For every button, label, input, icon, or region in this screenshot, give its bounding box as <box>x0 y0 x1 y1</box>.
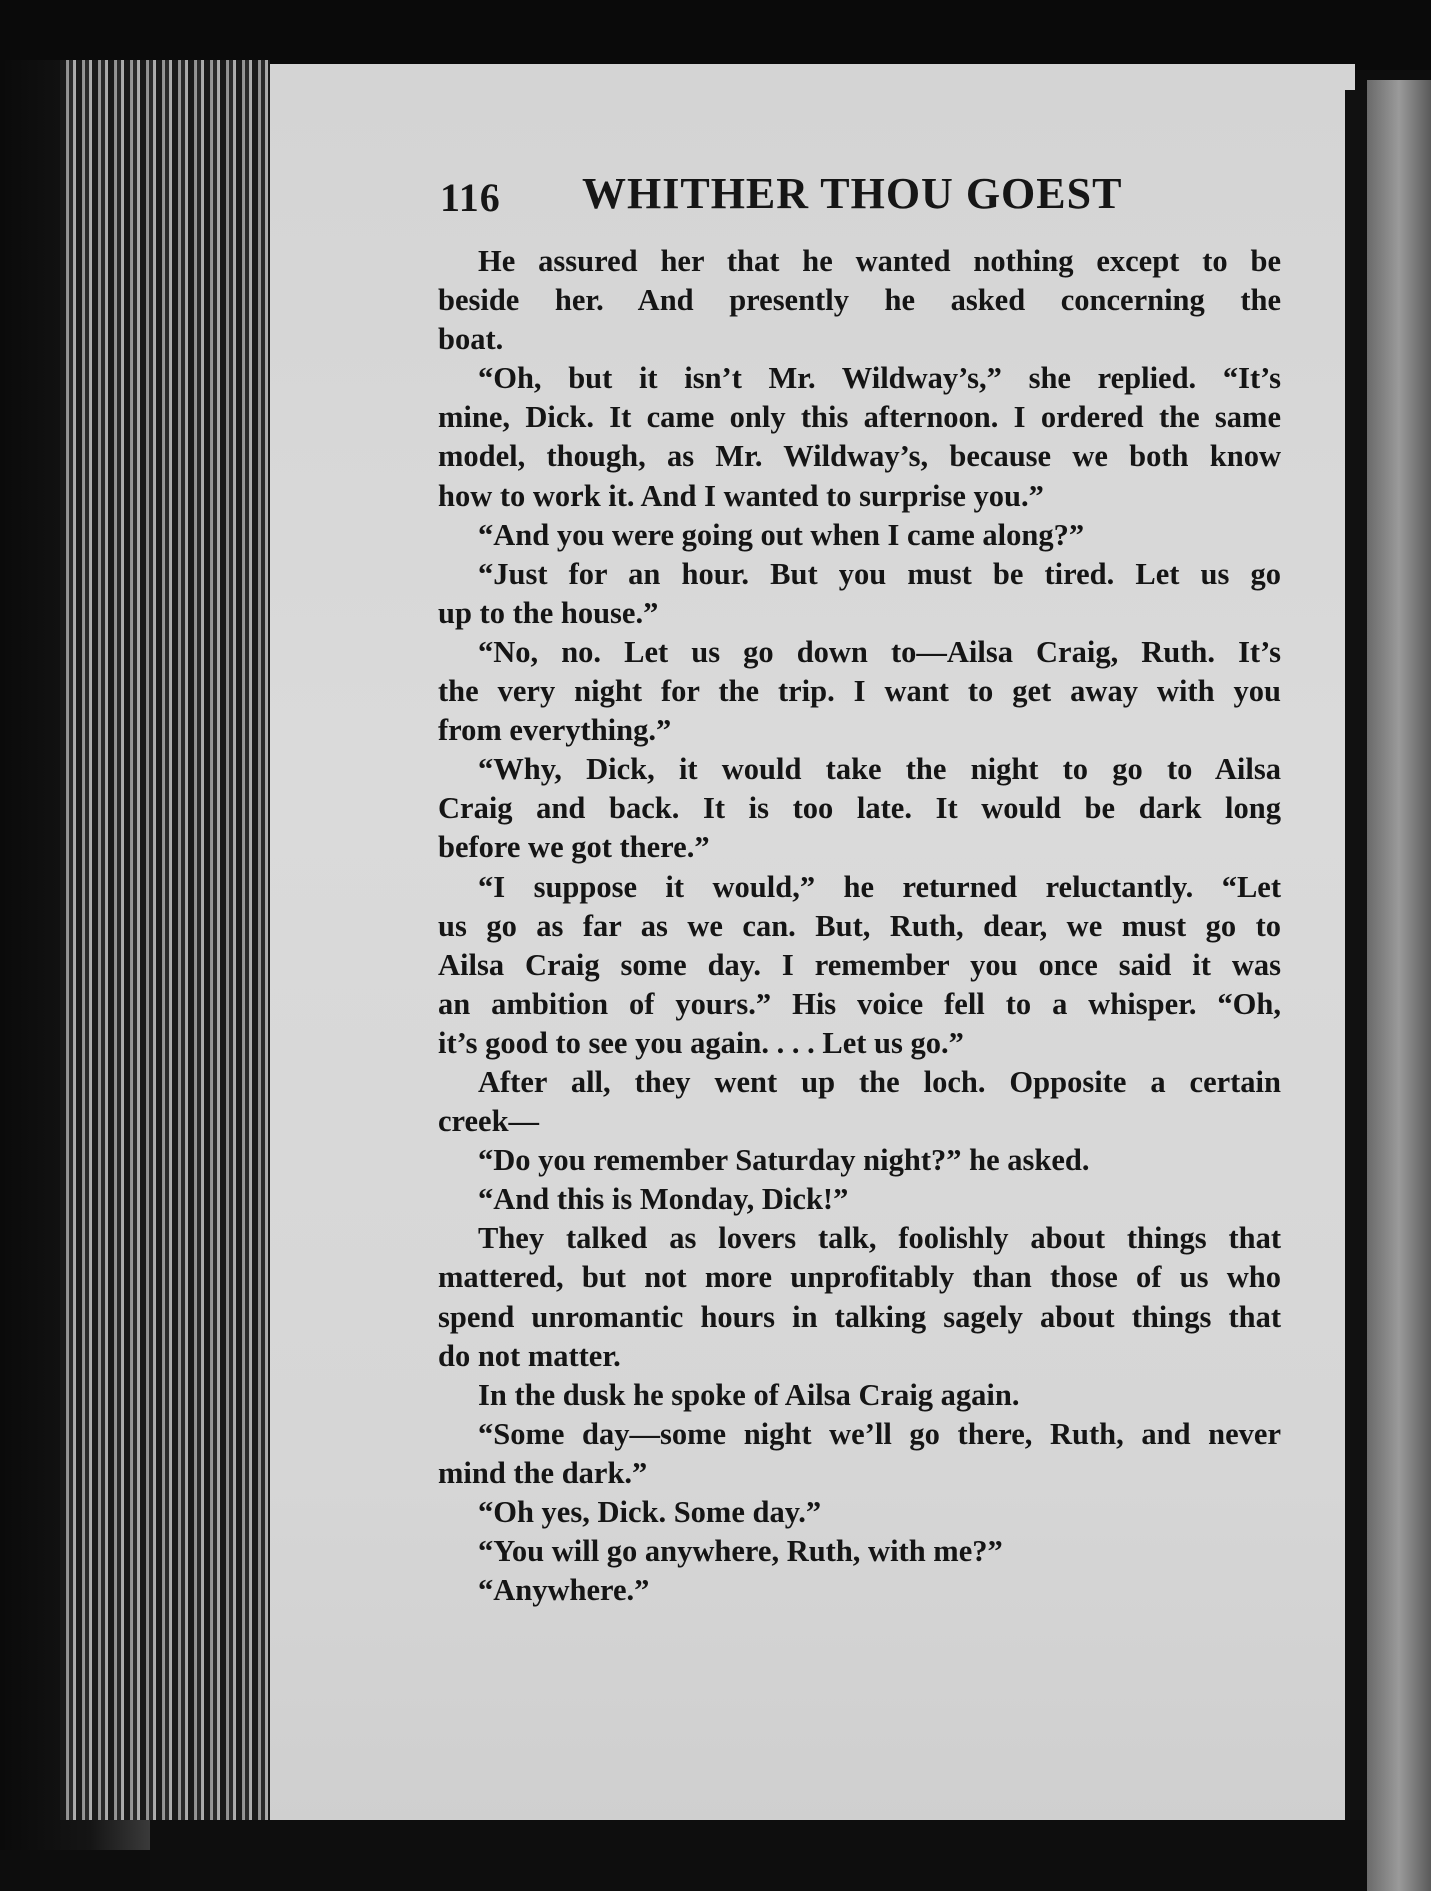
text-line: “Anywhere.” <box>478 1573 650 1608</box>
page-number: 116 <box>440 175 501 220</box>
text-line: “And this is Monday, Dick!” <box>478 1182 849 1217</box>
text-line: before we got there.” <box>438 830 710 865</box>
text-line: from everything.” <box>438 713 672 748</box>
book-page-edges <box>60 60 270 1820</box>
text-line: “And you were going out when I came along?” <box>478 517 1085 552</box>
text-line: Craig and back. It is too late. It would be dark long <box>438 791 1281 826</box>
text-line: They talked as lovers talk, foolishly about things that <box>478 1221 1281 1256</box>
text-line: After all, they went up the loch. Opposite a certain <box>478 1064 1281 1099</box>
text-line: “Some day—some night we’ll go there, Ruth, and never <box>478 1416 1281 1451</box>
text-line: mattered, but not more unprofitably than those of us who <box>438 1260 1281 1295</box>
text-line: creek— <box>438 1104 540 1139</box>
text-line: an ambition of yours.” His voice fell to a whisper. “Oh, <box>438 986 1281 1021</box>
text-line: Ailsa Craig some day. I remember you once said it was <box>438 947 1281 982</box>
text-line: “I suppose it would,” he returned reluctantly. “Let <box>478 869 1281 904</box>
text-line: model, though, as Mr. Wildway’s, because we both know <box>438 439 1281 474</box>
text-line: In the dusk he spoke of Ailsa Craig again. <box>478 1377 1020 1412</box>
text-line: the very night for the trip. I want to get away with you <box>438 674 1281 709</box>
text-line: mine, Dick. It came only this afternoon. I ordered the same <box>438 400 1281 435</box>
scan-background-bottom <box>150 1820 1360 1891</box>
text-line: beside her. And presently he asked concerning the <box>438 283 1281 318</box>
text-line: “Do you remember Saturday night?” he asked. <box>478 1143 1090 1178</box>
text-line: do not matter. <box>438 1338 621 1373</box>
text-line: spend unromantic hours in talking sagely about things that <box>438 1299 1281 1334</box>
running-header <box>440 168 1160 228</box>
book-gutter-shadow <box>1345 90 1367 1820</box>
text-line: “You will go anywhere, Ruth, with me?” <box>478 1534 1003 1569</box>
text-line: “Oh yes, Dick. Some day.” <box>478 1495 822 1529</box>
text-line: up to the house.” <box>438 595 659 630</box>
text-line: us go as far as we can. But, Ruth, dear, we must go to <box>438 908 1281 943</box>
text-line: He assured her that he wanted nothing except to be <box>478 244 1281 278</box>
text-line: boat. <box>438 322 504 357</box>
text-line: “Just for an hour. But you must be tired. Let us go <box>478 556 1281 591</box>
text-line: “No, no. Let us go down to—Ailsa Craig, Ruth. It’s <box>478 634 1281 669</box>
text-line: how to work it. And I wanted to surprise you.” <box>438 478 1044 513</box>
text-line: “Oh, but it isn’t Mr. Wildway’s,” she replied. “It’s <box>478 361 1281 396</box>
body-text <box>438 242 1281 1610</box>
text-line: “Why, Dick, it would take the night to go to Ailsa <box>478 752 1281 787</box>
text-line: mind the dark.” <box>438 1455 648 1490</box>
facing-page-edge <box>1367 80 1431 1891</box>
running-title: WHITHER THOU GOEST <box>582 169 1123 218</box>
text-line: it’s good to see you again. . . . Let us go.” <box>438 1025 964 1060</box>
